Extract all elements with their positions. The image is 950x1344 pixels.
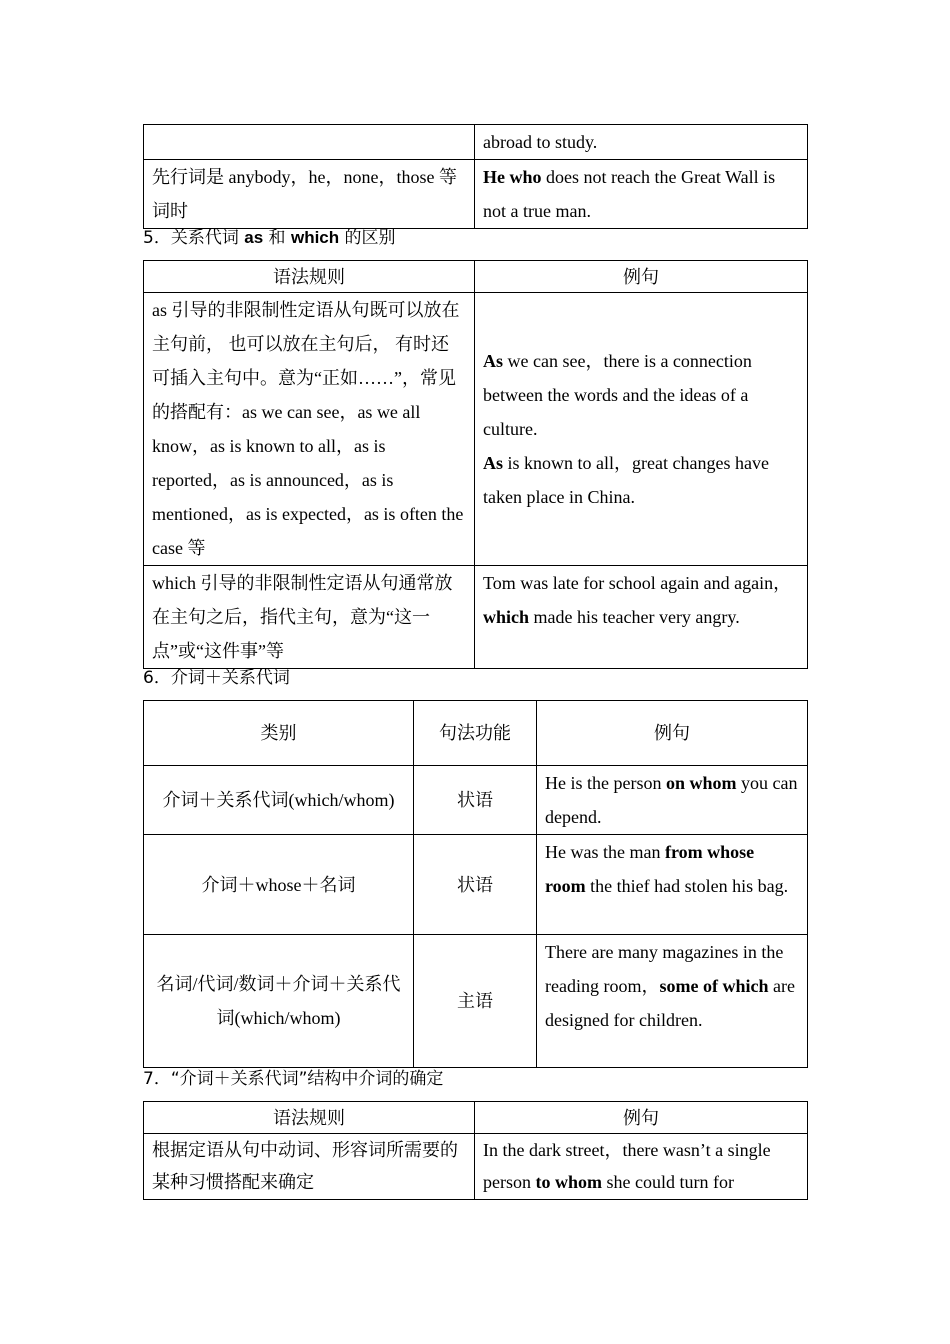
section-7-heading: 7．“介词＋关系代词”结构中介词的确定 xyxy=(143,1069,444,1089)
header-function: 句法功能 xyxy=(414,701,537,766)
example-text: does not reach the Great Wall is not a true man. xyxy=(483,167,776,221)
example-cell xyxy=(475,160,808,229)
table-row xyxy=(144,935,808,1068)
table-header-row xyxy=(144,261,808,293)
header-category: 类别 xyxy=(144,701,414,766)
table-row xyxy=(144,1134,808,1200)
function-cell: 状语 xyxy=(414,766,537,835)
rule-cell: as 引导的非限制性定语从句既可以放在主句前， 也可以放在主句后， 有时还可插入主句中。意为“正如……”，常见的搭配有：as we can see，as we all know，as is known to all，as is reported，as is announced，as is mentioned，as is expected，as is often the case 等 xyxy=(144,293,475,566)
header-example: 例句 xyxy=(475,1102,808,1134)
table-preposition-pronoun xyxy=(143,700,808,1068)
example-cell xyxy=(475,293,808,566)
header-example: 例句 xyxy=(537,701,808,766)
rule-cell: 根据定语从句中动词、形容词所需要的某种习惯搭配来确定 xyxy=(144,1134,475,1200)
table-top xyxy=(143,124,808,229)
example-cell: He was the man from whose room the thief had stolen his bag. xyxy=(537,835,808,935)
example-cell: Tom was late for school again and again，which made his teacher very angry. xyxy=(475,566,808,669)
table-row xyxy=(144,766,808,835)
header-rule: 语法规则 xyxy=(144,261,475,293)
header-example: 例句 xyxy=(475,261,808,293)
example-cell: abroad to study. xyxy=(475,125,808,160)
rule-cell: 先行词是 anybody，he，none，those 等词时 xyxy=(144,160,475,229)
section-6-heading: 6．介词＋关系代词 xyxy=(143,668,290,688)
rule-cell: which 引导的非限制性定语从句通常放在主句之后，指代主句，意为“这一点”或“这件事”等 xyxy=(144,566,475,669)
category-cell: 名词/代词/数词＋介词＋关系代词(which/whom) xyxy=(144,935,414,1068)
category-cell: 介词＋关系代词(which/whom) xyxy=(144,766,414,835)
function-cell: 主语 xyxy=(414,935,537,1068)
example-cell: In the dark street，there wasn’t a single person to whom she could turn for xyxy=(475,1134,808,1200)
table-row xyxy=(144,160,808,229)
table-as-which xyxy=(143,260,808,669)
function-cell: 状语 xyxy=(414,835,537,935)
section-5-heading: 5．关系代词 as 和 which 的区别 xyxy=(143,228,396,248)
table-row xyxy=(144,566,808,669)
category-cell: 介词＋whose＋名词 xyxy=(144,835,414,935)
table-header-row xyxy=(144,701,808,766)
header-rule: 语法规则 xyxy=(144,1102,475,1134)
example-sentence: As is known to all，great changes have taken place in China. xyxy=(483,453,769,507)
rule-cell xyxy=(144,125,475,160)
table-row xyxy=(144,125,808,160)
table-row xyxy=(144,835,808,935)
table-preposition-rules xyxy=(143,1101,808,1200)
example-sentence: As we can see，there is a connection between the words and the ideas of a culture. xyxy=(483,351,752,439)
example-cell: There are many magazines in the reading room，some of which are designed for children. xyxy=(537,935,808,1068)
example-cell: He is the person on whom you can depend. xyxy=(537,766,808,835)
bold-phrase: He who xyxy=(483,167,542,187)
table-row xyxy=(144,293,808,566)
table-header-row xyxy=(144,1102,808,1134)
